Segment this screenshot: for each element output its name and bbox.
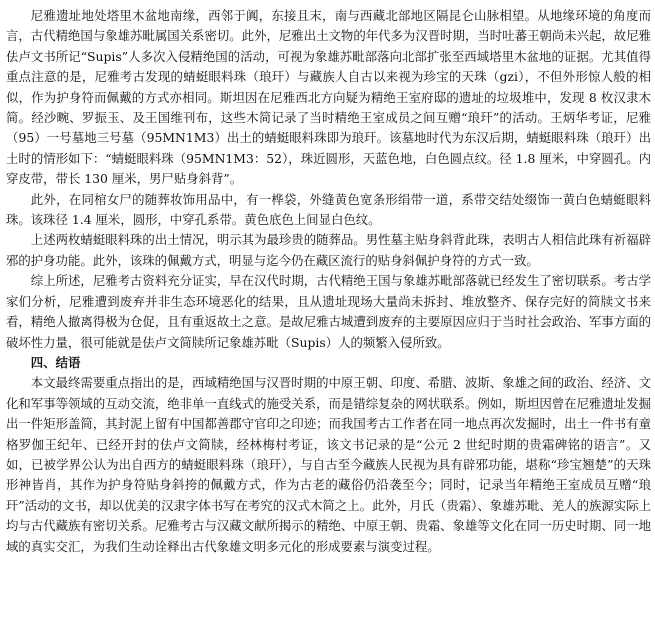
paragraph-summary: 综上所述，尼雅考古资料充分证实，早在汉代时期，古代精绝王国与象雄苏毗部落就已经发生了密切联系。考古学家们分析，尼雅遭到废弃并非生态环境恶化的结果，且从遗址现场大量尚未拆封、堆放整齐、保存完好的简牍文书来看，精绝人撤离得极为仓促，且有重返故土之意。是故尼雅古城遭到废弃的主要原因应归于当时社会政治、军事方面的破坏性力量，很可能就是佉卢文简牍所记象雄苏毗（Supis）人的频繁入侵所致。 bbox=[6, 273, 651, 350]
paragraph-conclusion: 本文最终需要重点指出的是，西域精绝国与汉晋时期的中原王朝、印度、希腊、波斯、象雄之间的政治、经济、文化和军事等领域的互动交流，绝非单一直线式的施受关系，而是错综复杂的网状联系。例如，斯坦因曾在尼雅遗址发掘出一件矩形盖简，其封泥上留有中国都善郡守官印之印迹；而我国考古工作者在同一地点再次发掘时，出土一件书有童格罗伽王纪年、已经开封的佉卢文简牍，经林梅村考证，该文书记录的是“公元 2 世纪时期的贵霜碑铭的语言”。又如，已被学界公认为出自西方的蜻蜓眼料珠（琅玕），与自古至今藏族人民视为具有辟邪功能，堪称“珍宝翘楚”的天珠形神皆肖，其作为护身符贴身斜挎的佩戴方式，作为古老的藏俗仍沿袭至今；同时，记录当年精绝王室成员互赠“琅玕”活动的文书，却以优美的汉隶字体书写在考究的汉式木简之上。此外，月氏（贵霜）、象雄苏毗、羌人的族源实际上均与古代藏族有密切关系。尼雅考古与汉藏文献所揭示的精绝、中原王朝、贵霜、象雄等文化在同一历史时期、同一地域的真实交汇，为我们生动诠释出古代象雄文明多元化的形成要素与演变过程。 bbox=[6, 375, 651, 554]
paragraph-female-burial-bead: 此外，在同棺女尸的随葬妆饰用品中，有一桦袋，外缝黄色宽条形绢带一道，系带交结处缀饰一黄白色蜻蜓眼料珠。该珠径 1.4 厘米，圆形，中穿孔系带。黄色底色上间显白色纹。 bbox=[6, 191, 651, 228]
section-heading-conclusion: 四、结语 bbox=[30, 354, 81, 370]
article-body bbox=[6, 6, 651, 557]
paragraph-niya-location: 尼雅遗址地处塔里木盆地南缘，西邻于阗，东接且末，南与西藏北部地区隔昆仑山脉相望。从地缘环境的角度而言，古代精绝国与象雄苏毗属国关系密切。此外，尼雅出土文物的年代多为汉晋时期，当时吐蕃王朝尚未兴起，故尼雅佉卢文书所记“Supis”人多次入侵精绝国的活动，可视为象雄苏毗部落向北部扩张至西域塔里木盆地的证据。尤其值得重点注意的是，尼雅考古发现的蜻蜓眼料珠（琅玕）与藏族人自古以来视为珍宝的天珠（gzi），不但外形惊人般的相似，作为护身符而佩戴的方式亦相同。斯坦因在尼雅西北方向疑为精绝王室府邸的遗址的垃圾堆中，发现 8 枚汉隶木简。经沙畹、罗振玉、及王国维刊布，这些木简记录了当时精绝王室成员之间互赠“琅玕”的活动。王炳华考证，尼雅（95）一号墓地三号墓（95MN1M3）出土的蜻蜓眼料珠即为琅玕。该墓地时代为东汉后期，蜻蜓眼料珠（琅玕）出土时的情形如下：“蜻蜓眼料珠（95MN1M3：52），珠近圆形，天蓝色地，白色圆点纹。径 1.8 厘米，中穿圆孔。内穿皮带，带长 130 厘米，男尸贴身斜背”。 bbox=[6, 8, 651, 187]
paragraph-bead-function: 上述两枚蜻蜓眼料珠的出土情况，明示其为最珍贵的随葬品。男性墓主贴身斜背此珠，表明古人相信此珠有祈福辟邪的护身功能。此外，该珠的佩戴方式，明显与迄今仍在藏区流行的贴身斜佩护身符的方式一致。 bbox=[6, 232, 651, 268]
